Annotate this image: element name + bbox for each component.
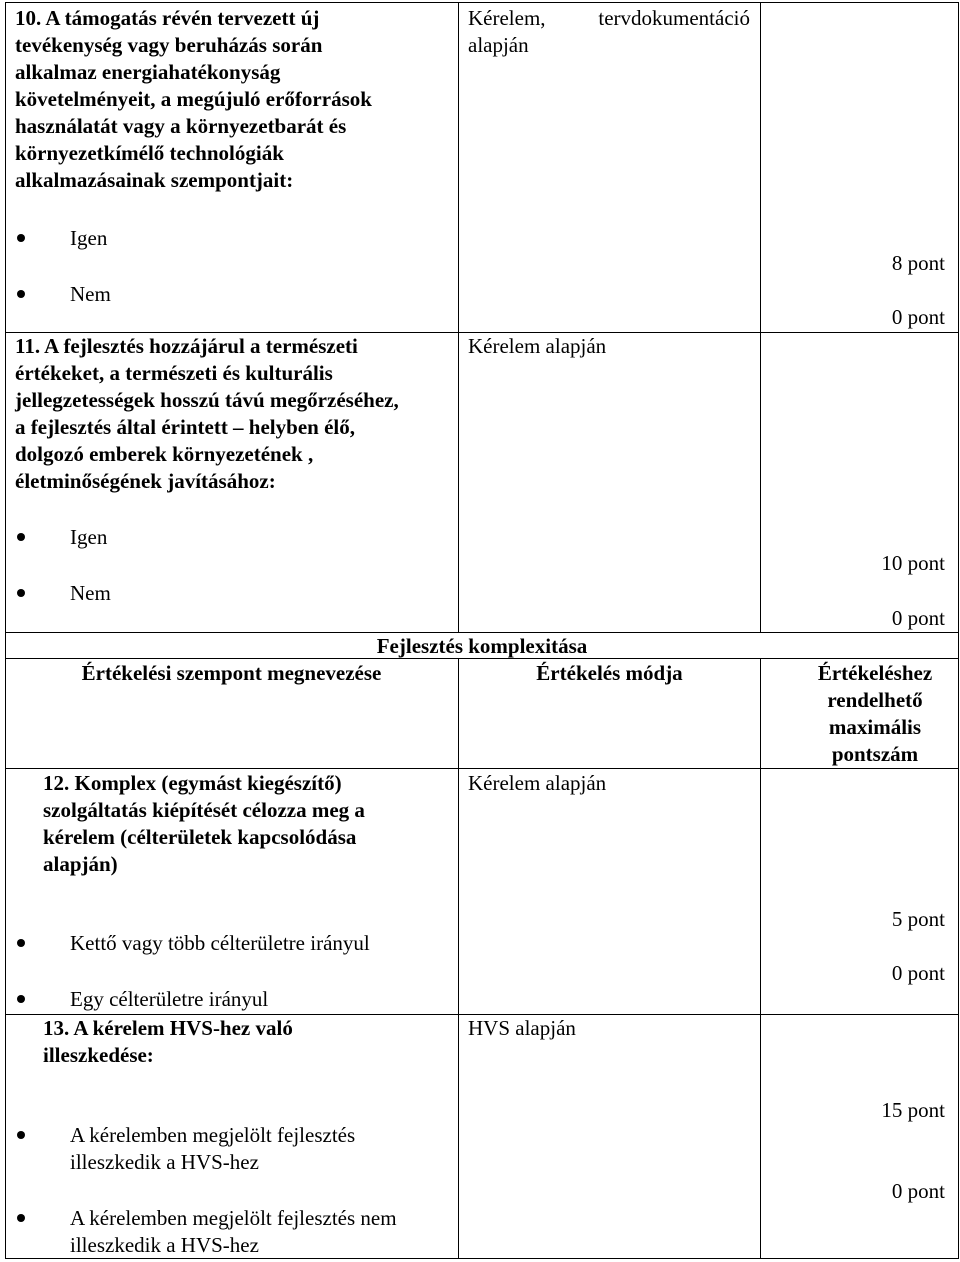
row-10-method-word: Kérelem, (468, 6, 546, 30)
column-header-method: Értékelés módja (536, 661, 683, 685)
row-12-option-single: Egy célterületre irányul (70, 987, 269, 1011)
table-right-border (958, 2, 959, 1259)
row-13-option-not-fits (70, 1205, 455, 1259)
column-header-line: pontszám (831, 742, 919, 766)
column-header-line: Értékeléshez (817, 661, 933, 685)
bullet-icon (17, 1214, 25, 1222)
col-divider-1-bottom (458, 658, 459, 1259)
row-10-title-line: alkalmaz energiahatékonyság (15, 60, 281, 84)
row-10-method-line: alapján (468, 33, 529, 57)
row-10-points-max: 8 pont (891, 251, 945, 275)
row-12-title-line: szolgáltatás kiépítését célozza meg a (43, 798, 365, 822)
col-divider-2-bottom (760, 658, 761, 1259)
column-header-max-points (790, 660, 960, 768)
bullet-icon (17, 939, 25, 947)
row-11-title-line: jellegzetességek hosszú távú megőrzéséhez, (15, 388, 399, 412)
row-13-option-line: A kérelemben megjelölt fejlesztés nem (70, 1206, 397, 1230)
row-13-points-max: 15 pont (881, 1098, 945, 1122)
table-left-border (5, 2, 6, 1259)
row-10-title-line: alkalmazásainak szempontjait: (15, 168, 294, 192)
row-11-method: Kérelem alapján (468, 334, 607, 358)
row-13-points-min: 0 pont (891, 1179, 945, 1203)
bullet-icon (17, 1131, 25, 1139)
row-13-option-line: illeszkedik a HVS-hez (70, 1150, 259, 1174)
row-10-method-word: tervdokumentáció (598, 6, 750, 30)
row-11-title-line: a fejlesztés által érintett – helyben élő, (15, 415, 355, 439)
row-11-title (15, 333, 455, 495)
bullet-icon (17, 533, 25, 541)
row-10-title-line: 10. A támogatás révén tervezett új (15, 6, 320, 30)
row-11-points-max: 10 pont (881, 551, 945, 575)
row-13-method: HVS alapján (468, 1016, 576, 1040)
row-10-title-line: követelményeit, a megújuló erőforrások (15, 87, 372, 111)
row-10-option-nem: Nem (70, 282, 111, 306)
row-10-title-line: használatát vagy a környezetbarát és (15, 114, 347, 138)
bullet-icon (17, 234, 25, 242)
row-11-option-nem: Nem (70, 581, 111, 605)
row-11-title-line: 11. A fejlesztés hozzájárul a természeti (15, 334, 358, 358)
row-13-title-line: 13. A kérelem HVS-hez való (43, 1016, 293, 1040)
column-header-criterion: Értékelési szempont megnevezése (81, 661, 382, 685)
bullet-icon (17, 589, 25, 597)
row-divider-12 (5, 768, 959, 769)
row-11-title-line: értékeket, a természeti és kulturális (15, 361, 333, 385)
row-13-title (43, 1015, 455, 1069)
col-divider-2-top (760, 2, 761, 632)
row-12-title-line: alapján) (43, 852, 118, 876)
row-13-option-line: A kérelemben megjelölt fejlesztés (70, 1123, 356, 1147)
bullet-icon (17, 995, 25, 1003)
column-header-line: rendelhető (827, 688, 923, 712)
row-11-option-igen: Igen (70, 525, 108, 549)
row-10-title (15, 5, 455, 194)
row-10-points-min: 0 pont (891, 305, 945, 329)
row-12-points-min: 0 pont (891, 961, 945, 985)
row-10-option-igen: Igen (70, 226, 108, 250)
row-12-title (43, 770, 455, 878)
row-11-points-min: 0 pont (891, 606, 945, 630)
row-12-title-line: 12. Komplex (egymást kiegészítő) (43, 771, 342, 795)
row-12-title-line: kérelem (célterületek kapcsolódása (43, 825, 357, 849)
row-13-option-fits (70, 1122, 455, 1176)
section-title: Fejlesztés komplexitása (376, 634, 588, 658)
row-11-title-line: életminőségének javításához: (15, 469, 276, 493)
row-13-option-line: illeszkedik a HVS-hez (70, 1233, 259, 1257)
bullet-icon (17, 290, 25, 298)
row-12-method: Kérelem alapján (468, 771, 607, 795)
row-10-title-line: tevékenység vagy beruházás során (15, 33, 323, 57)
row-11-title-line: dolgozó emberek környezetének , (15, 442, 314, 466)
row-12-points-max: 5 pont (891, 907, 945, 931)
row-10-title-line: környezetkímélő technológiák (15, 141, 284, 165)
row-13-title-line: illeszkedése: (43, 1043, 154, 1067)
row-10-method (468, 5, 750, 59)
col-divider-1-top (458, 2, 459, 632)
column-header-line: maximális (828, 715, 922, 739)
row-12-option-multi: Kettő vagy több célterületre irányul (70, 931, 370, 955)
table-top-border (5, 2, 959, 3)
